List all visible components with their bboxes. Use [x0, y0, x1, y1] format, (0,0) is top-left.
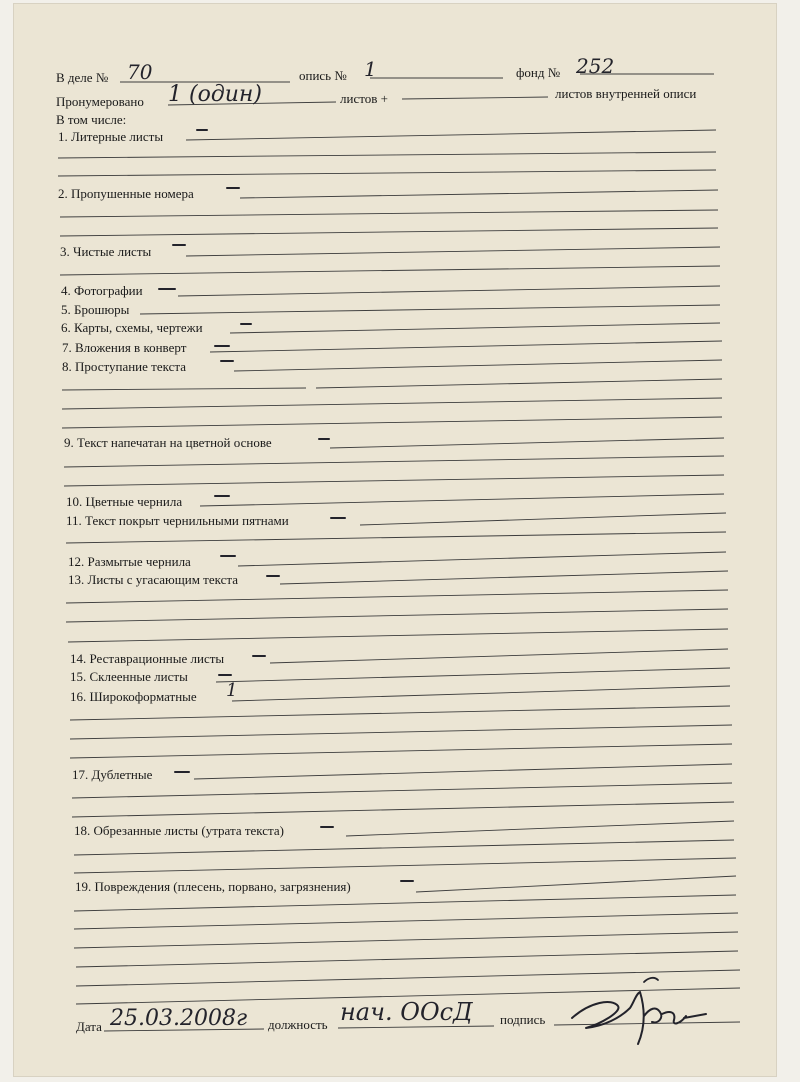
writing-line [186, 130, 716, 140]
item-label: 9. Текст напечатан на цветной основе [64, 435, 272, 450]
writing-line [74, 840, 734, 855]
item-label: 12. Размытые чернила [68, 554, 191, 569]
inventory-label: опись № [299, 68, 347, 83]
item-label: 15. Склеенные листы [70, 669, 188, 684]
writing-line [70, 706, 730, 720]
writing-line [216, 668, 730, 682]
item-label: 18. Обрезанные листы (утрата текста) [74, 823, 284, 838]
writing-line [232, 686, 730, 701]
item-label: 6. Карты, схемы, чертежи [61, 320, 203, 335]
writing-line [238, 552, 726, 566]
writing-line [140, 305, 720, 314]
writing-line [72, 802, 734, 817]
item-label: 8. Проступание текста [62, 359, 186, 374]
item-label: 1. Литерные листы [58, 129, 164, 144]
item-label: 17. Дублетные [72, 767, 153, 782]
item-label: 11. Текст покрыт чернильными пятнами [66, 513, 289, 528]
fund-number: 252 [576, 54, 615, 78]
date-label: Дата [76, 1019, 102, 1034]
writing-line [66, 609, 728, 622]
writing-line [346, 821, 734, 836]
item-value-dash [318, 438, 330, 440]
item-value-dash [320, 826, 334, 828]
item-value: 1 [226, 680, 238, 701]
writing-line [270, 649, 728, 663]
writing-line [58, 152, 716, 158]
item-value-dash [172, 244, 186, 246]
item-value-dash [214, 345, 230, 347]
internal-inventory-label: листов внутренней описи [555, 86, 697, 101]
item-label: 19. Повреждения (плесень, порвано, загрязнения) [75, 879, 351, 894]
item-value-dash [252, 655, 266, 657]
item-value-dash [220, 555, 236, 557]
item-value-dash [266, 575, 280, 577]
writing-line [200, 494, 724, 506]
item-label: 16. Широкоформатные [70, 689, 197, 704]
writing-line [62, 388, 306, 390]
writing-line [60, 210, 718, 217]
handwritten-signature [560, 972, 710, 1052]
position-value: нач. ООсД [340, 998, 473, 1026]
item-value-dash [214, 495, 230, 497]
writing-line [402, 97, 548, 99]
item-value-dash [218, 674, 232, 676]
item-value-dash [240, 323, 252, 325]
item-label: 2. Пропушенные номера [58, 186, 194, 201]
signature-label: подпись [500, 1012, 546, 1027]
sheets-plus-label: листов + [340, 91, 388, 106]
position-label: должность [268, 1017, 328, 1032]
case-number: 70 [127, 60, 153, 84]
item-value-dash [400, 880, 414, 882]
writing-line [60, 228, 718, 236]
inventory-number: 1 [364, 57, 377, 81]
writing-line [64, 475, 724, 486]
including-label: В том числе: [56, 112, 127, 127]
writing-line [74, 932, 738, 948]
writing-line [186, 247, 720, 256]
numbered-value: 1 (один) [168, 82, 263, 107]
writing-line [230, 323, 720, 333]
date-value: 25.03.2008г [110, 1006, 248, 1031]
writing-line [234, 360, 722, 371]
item-label: 10. Цветные чернила [66, 494, 183, 509]
writing-line [62, 417, 722, 428]
item-value-dash [174, 771, 190, 773]
item-value-dash [158, 288, 176, 290]
item-value-dash [330, 517, 346, 519]
writing-line [60, 266, 720, 275]
item-label: 3. Чистые листы [60, 244, 152, 259]
writing-line [330, 438, 724, 448]
writing-line [68, 629, 728, 642]
writing-line [240, 190, 718, 198]
case-label: В деле № [56, 70, 109, 85]
writing-line [210, 341, 722, 352]
writing-line [66, 590, 728, 603]
writing-line [74, 913, 738, 929]
item-label: 7. Вложения в конверт [62, 340, 187, 355]
writing-line [280, 571, 728, 584]
item-label: 4. Фотографии [61, 283, 143, 298]
writing-line [66, 532, 726, 543]
writing-line [64, 456, 724, 467]
writing-line [338, 1026, 494, 1028]
fund-label: фонд № [516, 65, 561, 80]
writing-line [76, 951, 738, 967]
item-value-dash [220, 360, 234, 362]
writing-line [74, 895, 736, 911]
writing-line [72, 783, 732, 798]
writing-line [194, 764, 732, 779]
item-value-dash [196, 129, 208, 131]
writing-line [360, 513, 726, 525]
writing-line [178, 286, 720, 296]
writing-line [316, 379, 722, 388]
writing-line [58, 170, 716, 176]
writing-line [74, 858, 736, 873]
writing-line [416, 876, 736, 892]
item-label: 5. Брошюры [61, 302, 130, 317]
writing-line [70, 744, 732, 758]
item-value-dash [226, 187, 240, 189]
item-label: 14. Реставрационные листы [70, 651, 225, 666]
writing-line [62, 398, 722, 409]
item-label: 13. Листы с угасающим текста [68, 572, 239, 587]
numbered-label: Пронумеровано [56, 94, 144, 109]
writing-line [70, 725, 732, 739]
